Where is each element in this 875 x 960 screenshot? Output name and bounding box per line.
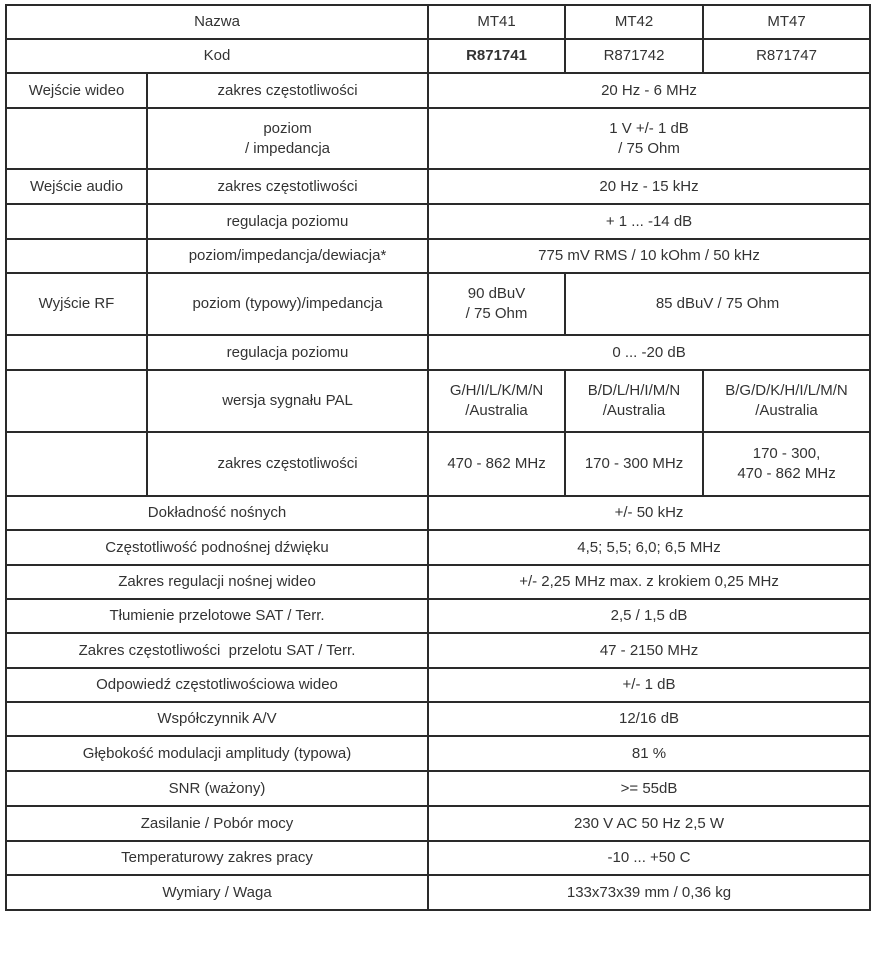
video-level-value: 1 V +/- 1 dB / 75 Ohm [428,108,870,169]
video-input-group: Wejście wideo [6,73,147,108]
table-row [6,633,870,668]
rf-level-mt41: 90 dBuV / 75 Ohm [428,273,565,335]
row-label: Wymiary / Waga [6,875,428,910]
row-value: +/- 50 kHz [428,496,870,530]
row-value: 12/16 dB [428,702,870,736]
table-row [6,841,870,875]
row-label: Głębokość modulacji amplitudy (typowa) [6,736,428,771]
row-label: Zasilanie / Pobór mocy [6,806,428,841]
rf-adj-label: regulacja poziomu [147,335,428,370]
empty-cell [6,108,147,169]
rf-output-group: Wyjście RF [6,273,147,335]
code-mt42: R871742 [565,39,703,73]
code-mt41: R871741 [428,39,565,73]
model-mt42: MT42 [565,5,703,39]
row-label: Temperaturowy zakres pracy [6,841,428,875]
empty-cell [6,370,147,432]
row-rf-adj [6,335,870,370]
row-value: -10 ... +50 C [428,841,870,875]
audio-dev-value: 775 mV RMS / 10 kOhm / 50 kHz [428,239,870,273]
audio-adj-value: + 1 ... -14 dB [428,204,870,239]
model-mt47: MT47 [703,5,870,39]
row-label: Zakres częstotliwości przelotu SAT / Terr. [6,633,428,668]
row-label: Dokładność nośnych [6,496,428,530]
rf-level-label: poziom (typowy)/impedancja [147,273,428,335]
row-label: Odpowiedź częstotliwościowa wideo [6,668,428,702]
table-row [6,530,870,565]
table-row [6,702,870,736]
row-video-level [6,108,870,169]
row-value: +/- 1 dB [428,668,870,702]
table-row [6,806,870,841]
audio-freq-label: zakres częstotliwości [147,169,428,204]
table-row [6,736,870,771]
row-label: Tłumienie przelotowe SAT / Terr. [6,599,428,633]
rf-freq-mt47: 170 - 300, 470 - 862 MHz [703,432,870,496]
row-video-freq [6,73,870,108]
row-value: 47 - 2150 MHz [428,633,870,668]
row-value: +/- 2,25 MHz max. z krokiem 0,25 MHz [428,565,870,599]
row-value: 2,5 / 1,5 dB [428,599,870,633]
table-row [6,875,870,910]
row-label: Współczynnik A/V [6,702,428,736]
video-level-label: poziom / impedancja [147,108,428,169]
row-code [6,39,870,73]
row-label: Zakres regulacji nośnej wideo [6,565,428,599]
rf-freq-mt41: 470 - 862 MHz [428,432,565,496]
row-label: Częstotliwość podnośnej dźwięku [6,530,428,565]
audio-freq-value: 20 Hz - 15 kHz [428,169,870,204]
empty-cell [6,335,147,370]
empty-cell [6,204,147,239]
row-rf-level [6,273,870,335]
row-value: 4,5; 5,5; 6,0; 6,5 MHz [428,530,870,565]
row-rf-pal [6,370,870,432]
row-value: 230 V AC 50 Hz 2,5 W [428,806,870,841]
rf-freq-mt42: 170 - 300 MHz [565,432,703,496]
code-mt47: R871747 [703,39,870,73]
rf-pal-mt41: G/H/I/L/K/M/N /Australia [428,370,565,432]
table-row [6,668,870,702]
rf-freq-label: zakres częstotliwości [147,432,428,496]
audio-input-group: Wejście audio [6,169,147,204]
rf-pal-label: wersja sygnału PAL [147,370,428,432]
table-row [6,599,870,633]
rf-pal-mt47: B/G/D/K/H/I/L/M/N /Australia [703,370,870,432]
code-label: Kod [6,39,428,73]
row-name [6,5,870,39]
table-row [6,771,870,806]
row-audio-dev [6,239,870,273]
rf-level-mt42-47: 85 dBuV / 75 Ohm [565,273,870,335]
empty-cell [6,239,147,273]
row-audio-adj [6,204,870,239]
row-label: SNR (ważony) [6,771,428,806]
row-value: 81 % [428,736,870,771]
row-value: 133x73x39 mm / 0,36 kg [428,875,870,910]
row-value: >= 55dB [428,771,870,806]
table-row [6,496,870,530]
video-freq-label: zakres częstotliwości [147,73,428,108]
audio-adj-label: regulacja poziomu [147,204,428,239]
rf-adj-value: 0 ... -20 dB [428,335,870,370]
spec-table [5,4,871,911]
video-freq-value: 20 Hz - 6 MHz [428,73,870,108]
table-row [6,565,870,599]
row-rf-freq [6,432,870,496]
empty-cell [6,432,147,496]
name-label: Nazwa [6,5,428,39]
row-audio-freq [6,169,870,204]
audio-dev-label: poziom/impedancja/dewiacja* [147,239,428,273]
model-mt41: MT41 [428,5,565,39]
rf-pal-mt42: B/D/L/H/I/M/N /Australia [565,370,703,432]
